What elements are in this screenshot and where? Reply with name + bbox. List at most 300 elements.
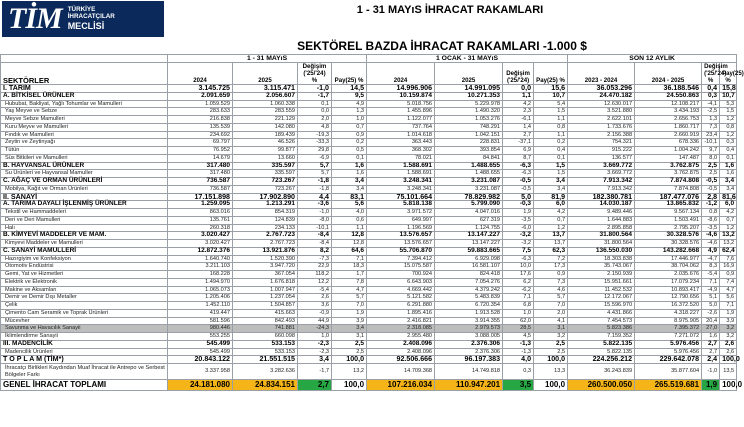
row-value: 2.408.096	[367, 348, 435, 356]
row-value: 14.679	[168, 154, 233, 162]
row-value: 100,0	[332, 356, 367, 364]
row-value: 2.767.723	[233, 240, 298, 248]
row-value: 7.159.352	[568, 333, 635, 341]
row-value: -3,5	[702, 224, 720, 232]
row-value: 9,7	[702, 147, 720, 155]
row-value: 1,5	[720, 108, 737, 116]
row-value: 1,4	[503, 123, 534, 131]
row-value: -6,3	[503, 255, 534, 263]
row-value: -2,3	[298, 348, 332, 356]
row-value: 2,5	[534, 348, 568, 356]
table-row	[1, 131, 737, 139]
row-value: 6,0	[534, 201, 568, 209]
row-value: 1,2	[534, 224, 568, 232]
row-value: 4,5	[503, 333, 534, 341]
row-value: 2.767.723	[233, 232, 298, 240]
row-value: 13.147.227	[435, 240, 503, 248]
row-value: 367.054	[233, 271, 298, 279]
row-value: 13,2	[720, 240, 737, 248]
row-value: 92.506.666	[367, 356, 435, 364]
row-value: 6.643.903	[367, 278, 435, 286]
table-row	[1, 247, 737, 255]
row-value: 1.065.073	[168, 286, 233, 294]
row-value: 7.394.412	[367, 255, 435, 263]
row-value: 81,9	[534, 193, 568, 201]
row-value: 363.443	[367, 139, 435, 147]
row-label: Yaş Meyve ve Sebze	[1, 108, 168, 116]
row-value: -1,0	[298, 209, 332, 217]
row-value: 1.860.717	[635, 123, 702, 131]
row-value: 2.376.306	[435, 348, 503, 356]
row-value: 2,7	[702, 348, 720, 356]
row-value: 13.865.832	[635, 201, 702, 209]
row-value: 3.669.772	[568, 170, 635, 178]
table-row	[1, 108, 737, 116]
row-value: 228.831	[435, 139, 503, 147]
row-value: 21.551.515	[233, 356, 298, 364]
row-value: 16,9	[720, 263, 737, 271]
row-value: 1.122.077	[367, 116, 435, 124]
row-value: 135.761	[168, 216, 233, 224]
row-value: 3.971.572	[367, 209, 435, 217]
row-value: 1,1	[534, 116, 568, 124]
row-value: 17,6	[503, 271, 534, 279]
table-row	[1, 232, 737, 240]
row-value: 2,5	[534, 340, 568, 348]
row-value: 124.839	[233, 216, 298, 224]
row-value: 7,1	[503, 294, 534, 302]
row-value: 980.446	[168, 325, 233, 333]
row-value: 2,6	[720, 340, 737, 348]
row-value: 7,5	[503, 247, 534, 255]
column-header: 2024	[367, 63, 435, 85]
grand-total-label: GENEL İHRACAT TOPLAMI	[1, 380, 168, 391]
row-value: 1,6	[702, 333, 720, 341]
row-value: 5.976.456	[635, 348, 702, 356]
row-value: 10.159.874	[367, 92, 435, 100]
row-value: 1.124.755	[435, 224, 503, 232]
row-value: 1.588.691	[367, 170, 435, 178]
row-value: 737.764	[367, 123, 435, 131]
page-title: 1 - 31 MAYıS İHRACAT RAKAMLARI	[356, 4, 544, 16]
row-value: 2.156.388	[568, 131, 635, 139]
grand-total-value: 100,0	[534, 380, 568, 391]
row-value: -2,5	[702, 108, 720, 116]
row-value: 1.895.416	[367, 309, 435, 317]
row-value: 24.470.182	[568, 92, 635, 100]
row-value: 10,7	[534, 92, 568, 100]
row-value: 17.151.898	[168, 193, 233, 201]
row-value: 3,2	[534, 333, 568, 341]
logo-line-1: TÜRKİYE	[67, 6, 96, 14]
row-value: 863.016	[168, 209, 233, 217]
row-value: 4.379.242	[435, 286, 503, 294]
row-value: 545.499	[168, 340, 233, 348]
table-row	[1, 92, 737, 100]
row-value: 335.597	[233, 162, 298, 170]
row-value: -1,0	[298, 85, 332, 93]
row-value: 0,3	[503, 364, 534, 380]
row-value: 4.318.227	[635, 309, 702, 317]
row-value: 17,3	[534, 263, 568, 271]
row-value: -0,5	[503, 178, 534, 186]
row-value: 13.921.876	[233, 247, 298, 255]
row-value: -4,9	[702, 286, 720, 294]
row-value: 10,0	[503, 263, 534, 271]
row-value: 4.669.442	[367, 286, 435, 294]
row-value: 723.267	[233, 178, 298, 186]
row-value: -6,0	[503, 224, 534, 232]
row-label: Makine ve Aksamları	[1, 286, 168, 294]
row-value: 1.490.320	[435, 108, 503, 116]
row-value: 29,8	[298, 147, 332, 155]
row-value: 2.622.101	[568, 116, 635, 124]
row-value: 854.319	[233, 209, 298, 217]
row-value: 627.319	[435, 216, 503, 224]
row-value: 3.248.341	[367, 185, 435, 193]
row-value: -8,6	[702, 216, 720, 224]
row-value: 741.881	[233, 325, 298, 333]
row-value: 229.642.078	[635, 356, 702, 364]
row-value: 1,9	[720, 309, 737, 317]
row-value: -0,3	[503, 201, 534, 209]
row-value: 2,4	[702, 356, 720, 364]
row-value: 3,9	[720, 317, 737, 325]
table-row	[1, 178, 737, 186]
row-label: Hububat, Bakliyat, Yağlı Tohumlar ve Mamulleri	[1, 100, 168, 108]
row-value: 1.042.151	[435, 131, 503, 139]
row-value: -33,3	[298, 139, 332, 147]
row-value: 3.762.875	[635, 162, 702, 170]
row-value: 5.121.582	[367, 294, 435, 302]
row-label: B. HAYVANSAL ÜRÜNLER	[1, 162, 168, 170]
row-label: III. MADENCİLİK	[1, 340, 168, 348]
row-label: Otomotiv Endüstrisi	[1, 263, 168, 271]
row-value: 216.838	[168, 116, 233, 124]
period-header-blank	[1, 55, 168, 63]
row-label: T O P L A M (TİM*)	[1, 356, 168, 364]
row-label: Çimento Cam Seramik ve Toprak Ürünleri	[1, 309, 168, 317]
row-value: 3,2	[720, 333, 737, 341]
row-value: 3.115.471	[233, 85, 298, 93]
column-header: Değişim ('25/'24) %	[298, 63, 332, 85]
row-value: -1,7	[298, 364, 332, 380]
table-row	[1, 340, 737, 348]
row-value: 5.799.090	[435, 201, 503, 209]
row-value: -0,9	[298, 309, 332, 317]
row-value: 0,7	[332, 123, 367, 131]
row-label: I. TARIM	[1, 85, 168, 93]
row-value: 4,0	[503, 356, 534, 364]
row-value: -1,3	[503, 348, 534, 356]
row-value: -2,6	[702, 309, 720, 317]
row-value: 1.676.818	[233, 278, 298, 286]
row-value: 4,4	[298, 193, 332, 201]
row-value: 36.053.296	[568, 85, 635, 93]
table-row	[1, 302, 737, 310]
row-value: 553.255	[168, 333, 233, 341]
row-value: 7,3	[702, 123, 720, 131]
row-value: 8,3	[702, 263, 720, 271]
row-value: 55.706.870	[367, 247, 435, 255]
row-value: 76.952	[168, 147, 233, 155]
row-value: 3.020.427	[168, 232, 233, 240]
row-value: 0,3	[720, 139, 737, 147]
column-header: Değişim ('25/'24) %	[702, 63, 720, 85]
row-value: 0,6	[332, 216, 367, 224]
row-value: 36.243.839	[568, 364, 635, 380]
row-value: 0,2	[332, 139, 367, 147]
row-value: 16.581.107	[435, 263, 503, 271]
row-value: 136.550.030	[568, 247, 635, 255]
row-value: -1,8	[298, 185, 332, 193]
row-value: -1,3	[503, 340, 534, 348]
row-value: 1.213.291	[233, 201, 298, 209]
row-value: 3.145.725	[168, 85, 233, 93]
row-value: 4,9	[702, 247, 720, 255]
row-value: 7.913.342	[568, 178, 635, 186]
row-value: 3,4	[720, 185, 737, 193]
column-header: 2025	[435, 63, 503, 85]
row-value: -6,1	[503, 116, 534, 124]
row-value: 2,7	[702, 340, 720, 348]
row-value: 2,6	[298, 294, 332, 302]
grand-total-value: 100,0	[720, 380, 737, 391]
row-value: 15.596.970	[568, 302, 635, 310]
column-header: Pay(25) %	[534, 63, 568, 85]
row-value: 0,4	[534, 147, 568, 155]
row-value: 0,0	[298, 108, 332, 116]
row-value: 81,6	[720, 193, 737, 201]
row-value: 533.153	[233, 340, 298, 348]
row-value: 13,3	[534, 364, 568, 380]
row-value: 1,2	[720, 116, 737, 124]
row-value: 15,6	[534, 85, 568, 93]
row-value: 5,6	[332, 201, 367, 209]
row-value: 0,9	[720, 271, 737, 279]
row-value: 2.150.939	[568, 271, 635, 279]
row-label: Halı	[1, 224, 168, 232]
row-value: 4,8	[298, 123, 332, 131]
row-value: 189.439	[233, 131, 298, 139]
row-value: 17.902.890	[233, 193, 298, 201]
row-label: Mobilya, Kağıt ve Orman Ürünleri	[1, 185, 168, 193]
grand-total-value: 1,9	[702, 380, 720, 391]
column-header: 2025	[233, 63, 298, 85]
row-value: 7.913.342	[568, 185, 635, 193]
row-value: 168.228	[168, 271, 233, 279]
row-value: 12.172.067	[568, 294, 635, 302]
row-value: -6,9	[298, 154, 332, 162]
row-value: 0,7	[720, 216, 737, 224]
row-value: 533.153	[233, 348, 298, 356]
row-value: 17.079.234	[635, 278, 702, 286]
row-value: 35.877.604	[635, 364, 702, 380]
row-value: 182.380.781	[568, 193, 635, 201]
row-value: 4,2	[720, 209, 737, 217]
row-value: -0,5	[702, 185, 720, 193]
table-row	[1, 216, 737, 224]
row-value: 3,4	[534, 185, 568, 193]
row-value: 10.271.353	[435, 92, 503, 100]
row-value: 260.318	[168, 224, 233, 232]
row-value: -6,3	[503, 170, 534, 178]
row-label: Meyve Sebze Mamulleri	[1, 116, 168, 124]
row-value: 64,6	[332, 247, 367, 255]
row-label: Kuru Meyve ve Mamulleri	[1, 123, 168, 131]
row-value: -5,4	[298, 286, 332, 294]
row-label: Tütün	[1, 147, 168, 155]
column-header: Değişim ('25/'24)	[503, 63, 534, 85]
row-value: 143.282.668	[635, 247, 702, 255]
row-value: 5.483.839	[435, 294, 503, 302]
period-header-row	[1, 55, 737, 63]
row-value: 1.520.390	[233, 255, 298, 263]
row-value: 3.521.880	[568, 108, 635, 116]
row-value: 3.211.103	[168, 263, 233, 271]
grand-total-value: 100,0	[332, 380, 367, 391]
logo-line-3: MECLİSİ	[67, 20, 105, 31]
row-value: 1,6	[720, 170, 737, 178]
row-value: 36.188.546	[635, 85, 702, 93]
row-value: 16.372.520	[635, 302, 702, 310]
row-value: 18.303.838	[568, 255, 635, 263]
row-value: 3,4	[332, 325, 367, 333]
row-value: 15,8	[720, 85, 737, 93]
row-value: -3,2	[503, 240, 534, 248]
row-value: 545.499	[168, 348, 233, 356]
row-value: 1.452.110	[168, 302, 233, 310]
row-value: 5,4	[534, 100, 568, 108]
row-value: 31.800.564	[568, 232, 635, 240]
row-value: 8,2	[298, 247, 332, 255]
table-row	[1, 154, 737, 162]
row-value: 0,1	[298, 100, 332, 108]
row-value: 1,6	[332, 170, 367, 178]
row-value: 2,3	[503, 108, 534, 116]
row-value: 38.704.062	[635, 263, 702, 271]
row-value: 0,4	[702, 85, 720, 93]
row-value: 0,9	[332, 131, 367, 139]
logo-brand: TİM	[8, 2, 62, 35]
table-row	[1, 271, 737, 279]
row-label: Mücevher	[1, 317, 168, 325]
row-value: 24.550.863	[635, 92, 702, 100]
row-value: 5,0	[503, 193, 534, 201]
row-value: 1,0	[332, 116, 367, 124]
row-value: 4,2	[503, 100, 534, 108]
row-value: 1.644.883	[568, 216, 635, 224]
table-row	[1, 147, 737, 155]
row-value: 1.196.569	[367, 224, 435, 232]
row-value: 1.004.242	[635, 147, 702, 155]
row-value: 2.056.607	[233, 92, 298, 100]
row-value: 1.007.947	[233, 286, 298, 294]
row-value: 13,2	[332, 364, 367, 380]
table-row	[1, 123, 737, 131]
row-value: -1,7	[298, 92, 332, 100]
row-value: -4,6	[702, 232, 720, 240]
row-value: 1,0	[298, 333, 332, 341]
row-value: 581.596	[168, 317, 233, 325]
row-label: Fındık ve Mamulleri	[1, 131, 168, 139]
row-value: 13.147.227	[435, 232, 503, 240]
row-value: 12.630.017	[568, 100, 635, 108]
row-value: 2.035.676	[635, 271, 702, 279]
row-value: 1.588.691	[367, 162, 435, 170]
row-value: 1.060.338	[233, 100, 298, 108]
row-value: 83,1	[332, 193, 367, 201]
grand-total-value: 24.181.080	[168, 380, 233, 391]
row-value: 13.576.657	[367, 240, 435, 248]
row-value: 1,0	[503, 309, 534, 317]
row-value: 1.455.896	[367, 108, 435, 116]
row-value: 44,9	[298, 317, 332, 325]
row-value: 1.913.528	[435, 309, 503, 317]
row-value: 15.951.661	[568, 278, 635, 286]
row-value: 3.231.087	[435, 178, 503, 186]
row-label: Kimyevi Maddeler ve Mamulleri	[1, 240, 168, 248]
row-value: 2,6	[720, 348, 737, 356]
table-row	[1, 278, 737, 286]
row-value: 7,2	[534, 255, 568, 263]
row-value: 7,1	[702, 278, 720, 286]
row-value: 78.829.982	[435, 193, 503, 201]
column-header: 2024	[168, 63, 233, 85]
row-label: Elektrik ve Elektronik	[1, 278, 168, 286]
row-value: -3,6	[298, 201, 332, 209]
row-value: 8,0	[702, 154, 720, 162]
row-value: -24,3	[298, 325, 332, 333]
row-value: 7,8	[332, 278, 367, 286]
row-value: 317.480	[168, 162, 233, 170]
row-value: 8.975.905	[635, 317, 702, 325]
row-value: 1.014.618	[367, 131, 435, 139]
row-value: 1,3	[702, 116, 720, 124]
row-value: 118,2	[298, 271, 332, 279]
row-value: 35.743.067	[568, 263, 635, 271]
row-label: A. TARIMA DAYALI İŞLENMİŞ ÜRÜNLER	[1, 201, 168, 209]
row-value: 3.248.341	[367, 178, 435, 186]
row-label: Tekstil ve Hammaddeleri	[1, 209, 168, 217]
row-value: 2.408.096	[367, 340, 435, 348]
row-value: 0,2	[534, 139, 568, 147]
row-value: 15.075.587	[367, 263, 435, 271]
row-value: 78.021	[367, 154, 435, 162]
row-label: Hazırgiyim ve Konfeksiyon	[1, 255, 168, 263]
row-value: 5.822.135	[568, 340, 635, 348]
row-value: 2.795.207	[635, 224, 702, 232]
row-value: 5.818.138	[367, 201, 435, 209]
row-value: 824.418	[435, 271, 503, 279]
table-row	[1, 185, 737, 193]
table-row	[1, 100, 737, 108]
row-value: 419.447	[168, 309, 233, 317]
row-label: Su Ürünleri ve Hayvansal Mamuller	[1, 170, 168, 178]
export-table-body	[1, 55, 744, 391]
table-row	[1, 309, 737, 317]
row-value: 13.660	[233, 154, 298, 162]
row-value: 1,6	[332, 162, 367, 170]
row-value: 1.259.095	[168, 201, 233, 209]
row-value: 5,7	[298, 170, 332, 178]
row-value: -1,8	[298, 178, 332, 186]
row-value: -2,3	[298, 340, 332, 348]
row-value: 14.991.095	[435, 85, 503, 93]
row-value: 2.979.573	[435, 325, 503, 333]
row-value: 2.656.753	[635, 116, 702, 124]
row-value: 12.108.217	[635, 100, 702, 108]
